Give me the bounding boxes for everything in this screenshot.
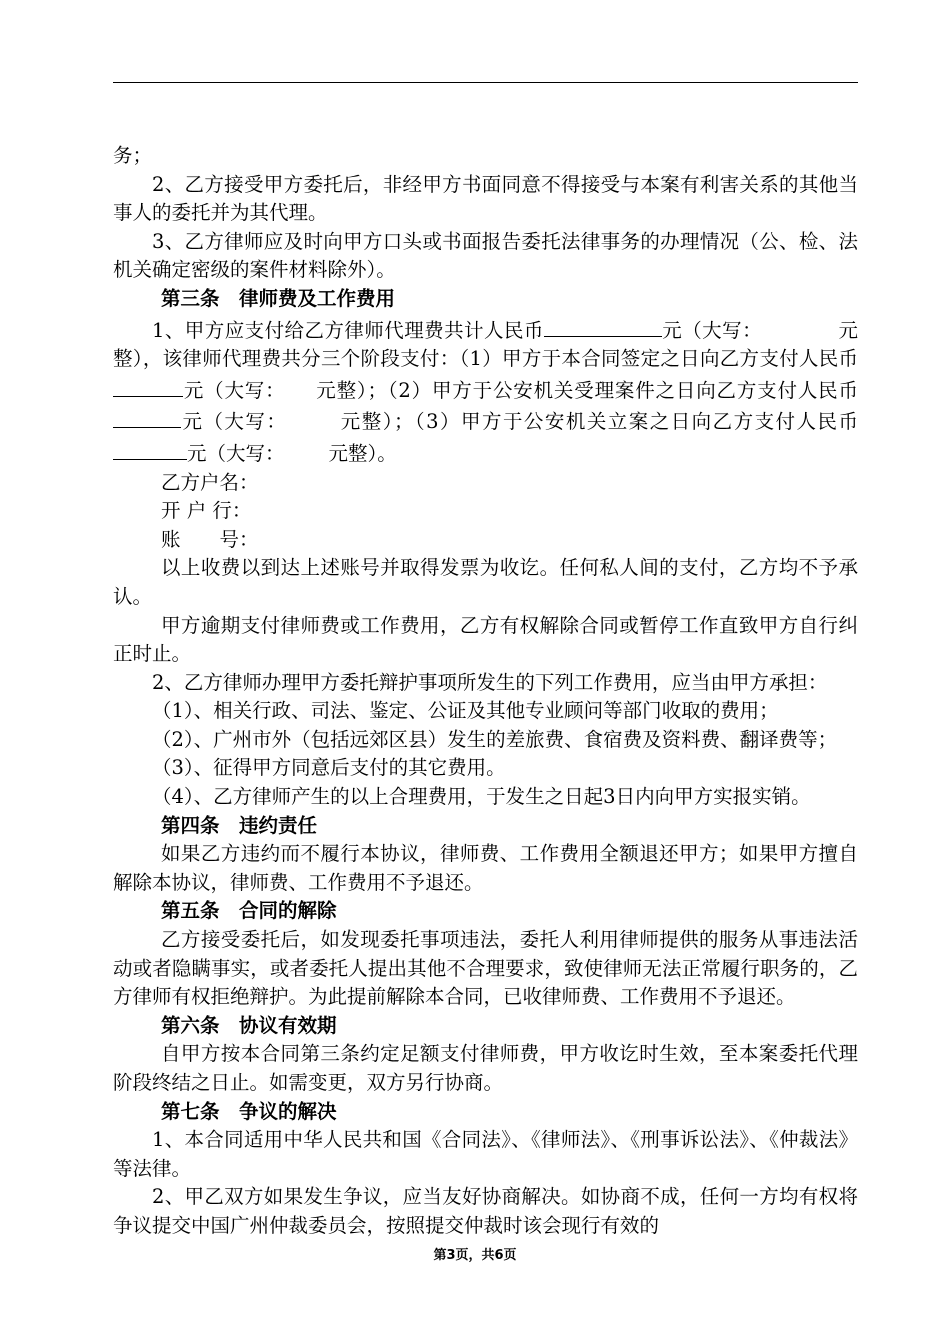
text-span: 元（大写： — [181, 410, 288, 434]
section-heading: 第六条 协议有效期 — [161, 1013, 337, 1037]
paragraph: 甲方逾期支付律师费或工作费用，乙方有权解除合同或暂停工作直致甲方自行纠正时止。 — [113, 613, 858, 666]
document-body — [113, 142, 858, 1241]
text-span: 1、甲方应支付给乙方律师代理费共计人民币 — [152, 318, 544, 342]
text-span: 元整）。 — [328, 441, 397, 465]
list-item: （2）、广州市外（包括远郊区县）发生的差旅费、食宿费及资料费、翻译费等； — [152, 727, 838, 751]
text-span: 元整）；（3）甲方于公安机关立案之日向乙方支付人民币 — [339, 410, 858, 434]
header-rule — [113, 82, 858, 83]
paragraph-continued: 务； — [113, 144, 153, 167]
paragraph: 自甲方按本合同第三条约定足额支付律师费，甲方收讫时生效，至本案委托代理阶段终结之日止。如需变更，双方另行协商。 — [113, 1042, 858, 1094]
fill-blank — [113, 405, 181, 428]
section-heading: 第五条 合同的解除 — [161, 899, 337, 923]
account-bank-label: 开 户 行： — [161, 499, 252, 523]
section-heading: 第三条 律师费及工作费用 — [161, 286, 396, 310]
paragraph: 3、乙方律师应及时向甲方口头或书面报告委托法律事务的办理情况（公、检、法机关确定密级的案件材料除外）。 — [113, 229, 858, 282]
list-item: （4）、乙方律师产生的以上合理费用，于发生之日起3日内向甲方实报实销。 — [152, 785, 811, 809]
paragraph: 乙方接受委托后，如发现委托事项违法，委托人利用律师提供的服务从事违法活动或者隐瞒事实，或者委托人提出其他不合理要求，致使律师无法正常履行职务的，乙方律师有权拒绝辩护。为此提前解除本合同，已收律师费、工作费用不予退还。 — [113, 928, 858, 1009]
list-item: （1）、相关行政、司法、鉴定、公证及其他专业顾问等部门收取的费用； — [152, 699, 779, 723]
account-name-label: 乙方户名： — [161, 470, 259, 494]
fee-paragraph — [113, 314, 858, 469]
paragraph: 2、乙方律师办理甲方委托辩护事项所发生的下列工作费用，应当由甲方承担： — [152, 670, 828, 694]
fill-blank — [113, 374, 183, 397]
paragraph: 2、乙方接受甲方委托后，非经甲方书面同意不得接受与本案有利害关系的其他当事人的委托并为其代理。 — [113, 172, 858, 225]
list-item: （3）、征得甲方同意后支付的其它费用。 — [152, 756, 506, 780]
fill-blank — [113, 437, 187, 460]
section-heading: 第四条 违约责任 — [161, 813, 318, 837]
text-span: 元（大写： — [187, 441, 285, 465]
paragraph: 1、本合同适用中华人民共和国《合同法》、《律师法》、《刑事诉讼法》、《仲裁法》等法律。 — [113, 1128, 858, 1180]
page-number-footer: 第3页，共6页 — [433, 1248, 517, 1263]
text-span: 元整）；（2）甲方于公安机关受理案件之日向乙方支付人民币 — [315, 378, 858, 402]
text-span: 元（大写： — [661, 318, 763, 342]
paragraph: 以上收费以到达上述账号并取得发票为收讫。任何私人间的支付，乙方均不予承认。 — [113, 556, 858, 608]
section-heading: 第七条 争议的解决 — [161, 1099, 337, 1123]
text-span: 元整），该律师代理费共分三个阶段支付：（1）甲方于本合同签定之日向乙方支付人民币 — [113, 318, 858, 371]
paragraph: 2、甲乙双方如果发生争议，应当友好协商解决。如协商不成，任何一方均有权将争议提交中国广州仲裁委员会，按照提交仲裁时该会现行有效的 — [113, 1185, 858, 1237]
paragraph: 如果乙方违约而不履行本协议，律师费、工作费用全额退还甲方；如果甲方擅自解除本协议，律师费、工作费用不予退还。 — [113, 842, 858, 894]
fill-blank — [544, 314, 662, 337]
account-number-label: 账 号： — [161, 527, 259, 551]
text-span: 元（大写： — [183, 378, 286, 402]
